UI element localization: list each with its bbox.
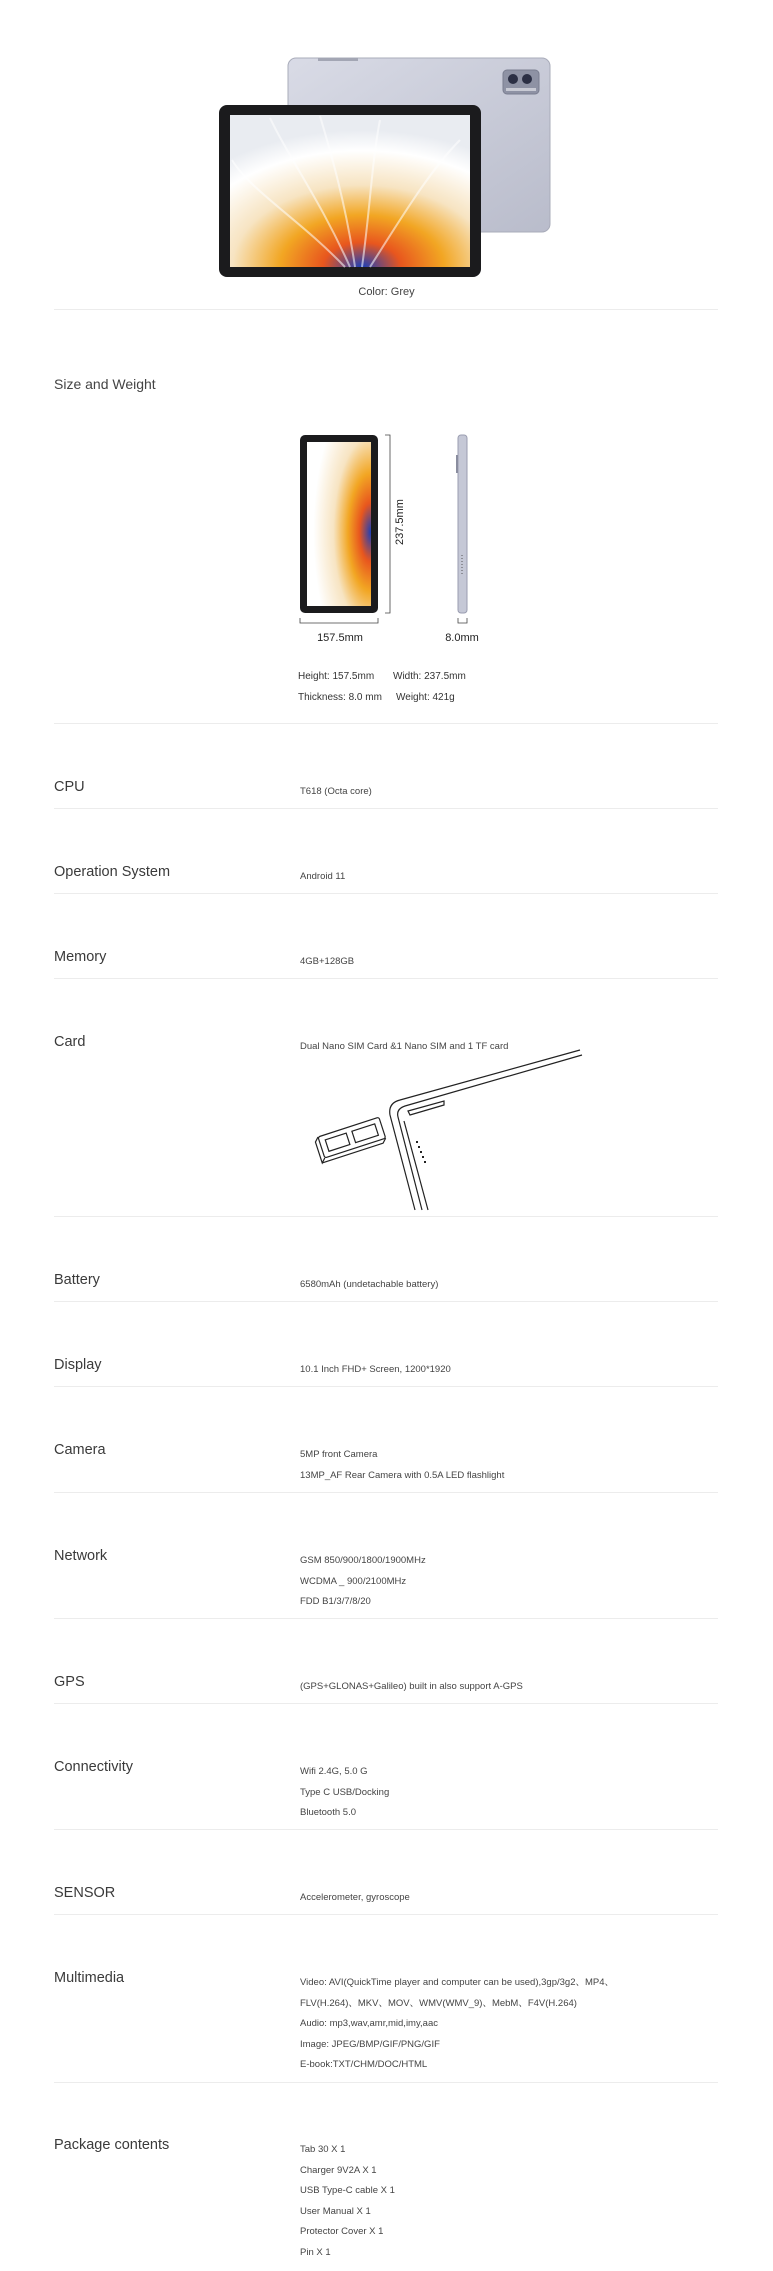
section-divider <box>54 2082 718 2083</box>
dimensions-line-1 <box>298 671 466 682</box>
spec-value: T618 (Octa core) <box>300 786 372 797</box>
section-divider <box>54 1301 718 1302</box>
spec-value: Image: JPEG/BMP/GIF/PNG/GIF <box>300 2038 440 2050</box>
thickness-value: Thickness: 8.0 mm <box>298 692 382 703</box>
section-divider <box>54 1216 718 1217</box>
height-dimension-label: 237.5mm <box>394 499 406 545</box>
dimensions-diagram <box>290 425 490 655</box>
width-value: Width: 237.5mm <box>393 671 466 682</box>
spec-value: 5MP front Camera <box>300 1449 378 1460</box>
spec-value: Dual Nano SIM Card &1 Nano SIM and 1 TF card <box>300 1041 509 1052</box>
section-divider <box>54 723 718 724</box>
spec-label: Connectivity <box>54 1759 133 1775</box>
spec-value: 4GB+128GB <box>300 956 355 967</box>
section-divider <box>54 1703 718 1704</box>
spec-value: WCDMA _ 900/2100MHz <box>300 1575 407 1587</box>
spec-value: Type C USB/Docking <box>300 1786 390 1798</box>
spec-label: Camera <box>54 1442 106 1458</box>
spec-label: Battery <box>54 1272 100 1288</box>
section-divider <box>54 1829 718 1830</box>
section-divider <box>54 1492 718 1493</box>
sim-card-tray-illustration <box>310 1045 600 1215</box>
spec-value: Android 11 <box>300 871 346 882</box>
section-divider <box>54 1386 718 1387</box>
tablet-product-image <box>0 0 773 290</box>
section-divider <box>54 978 718 979</box>
spec-value: Tab 30 X 1 <box>300 2144 346 2155</box>
spec-value: Video: AVI(QuickTime player and computer can be used),3gp/3g2、MP4、 <box>300 1977 615 1988</box>
section-divider <box>54 893 718 894</box>
spec-label: Display <box>54 1357 102 1373</box>
spec-value: Accelerometer, gyroscope <box>300 1892 410 1903</box>
spec-value: USB Type-C cable X 1 <box>300 2185 395 2196</box>
spec-value: Charger 9V2A X 1 <box>300 2164 377 2176</box>
section-divider <box>54 1618 718 1619</box>
product-hero <box>0 0 773 300</box>
product-color-label: Color: Grey <box>358 286 415 298</box>
weight-value: Weight: 421g <box>396 692 455 703</box>
section-divider <box>54 808 718 809</box>
spec-value: Bluetooth 5.0 <box>300 1807 356 1818</box>
spec-value: GSM 850/900/1800/1900MHz <box>300 1555 426 1566</box>
spec-label: GPS <box>54 1674 85 1690</box>
spec-value: 13MP_AF Rear Camera with 0.5A LED flashlight <box>300 1469 505 1481</box>
spec-label: CPU <box>54 779 85 795</box>
spec-value: E-book:TXT/CHM/DOC/HTML <box>300 2059 428 2070</box>
spec-value: FDD B1/3/7/8/20 <box>300 1596 371 1607</box>
spec-label: Multimedia <box>54 1970 125 1986</box>
spec-label: SENSOR <box>54 1885 116 1901</box>
dimensions-line-2 <box>298 692 455 703</box>
spec-value: 6580mAh (undetachable battery) <box>300 1279 439 1290</box>
spec-label: Operation System <box>54 864 171 880</box>
thickness-dimension-label: 8.0mm <box>445 632 479 644</box>
section-divider <box>54 309 718 310</box>
section-divider <box>54 1914 718 1915</box>
width-dimension-label: 157.5mm <box>317 632 363 644</box>
spec-value: (GPS+GLONAS+Galileo) built in also support A-GPS <box>300 1681 523 1692</box>
spec-label: Card <box>54 1034 86 1050</box>
spec-label: Network <box>54 1548 108 1564</box>
spec-value: Wifi 2.4G, 5.0 G <box>300 1766 368 1777</box>
spec-value: Audio: mp3,wav,amr,mid,imy,aac <box>300 2018 438 2029</box>
spec-label: Package contents <box>54 2137 170 2153</box>
size-weight-title: Size and Weight <box>54 376 156 392</box>
spec-value: Pin X 1 <box>300 2246 331 2258</box>
spec-value: 10.1 Inch FHD+ Screen, 1200*1920 <box>300 1364 451 1375</box>
spec-label: Memory <box>54 949 107 965</box>
spec-value: FLV(H.264)、MKV、MOV、WMV(WMV_9)、MebM、F4V(H.264) <box>300 1997 577 2009</box>
spec-value: Protector Cover X 1 <box>300 2226 384 2237</box>
height-value: Height: 157.5mm <box>298 671 375 682</box>
spec-value: User Manual X 1 <box>300 2205 371 2217</box>
